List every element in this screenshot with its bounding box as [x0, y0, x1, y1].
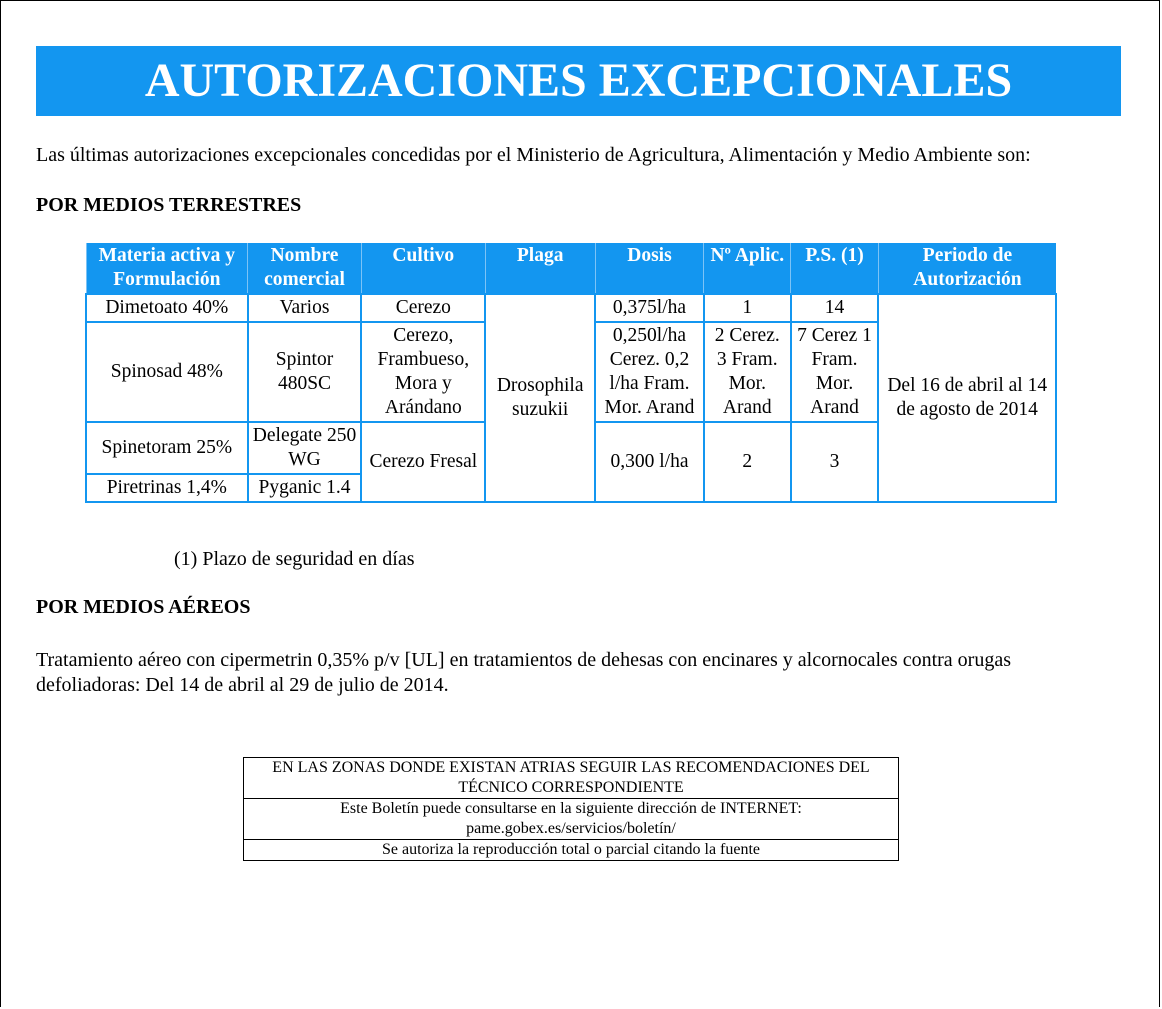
- header-cultivo: Cultivo: [361, 243, 485, 294]
- header-materia: Materia activa y Formulación: [86, 243, 248, 294]
- cell-materia: Piretrinas 1,4%: [86, 474, 248, 502]
- table-row: [86, 294, 1056, 322]
- cell-materia: Dimetoato 40%: [86, 294, 248, 322]
- authorizations-table: [85, 243, 1057, 503]
- header-plaga: Plaga: [485, 243, 595, 294]
- section-terrestrial-heading: POR MEDIOS TERRESTRES: [36, 194, 302, 216]
- cell-aplic: 1: [704, 294, 791, 322]
- cell-materia: Spinetoram 25%: [86, 422, 248, 474]
- cell-materia: Spinosad 48%: [86, 322, 248, 422]
- header-ps: P.S. (1): [791, 243, 879, 294]
- header-dosis: Dosis: [595, 243, 704, 294]
- cell-plaga: Drosophila suzukii: [485, 294, 595, 502]
- header-periodo: Periodo de Autorización: [878, 243, 1056, 294]
- info-line-reproduction: Se autoriza la reproducción total o parcial citando la fuente: [244, 840, 899, 861]
- info-box: [243, 757, 899, 861]
- section-aerial-heading: POR MEDIOS AÉREOS: [36, 596, 251, 618]
- page-title-banner: AUTORIZACIONES EXCEPCIONALES: [36, 46, 1121, 116]
- info-line-internet: Este Boletín puede consultarse en la siguiente dirección de INTERNET: pame.gobex.es/servicios/boletín/: [244, 799, 899, 840]
- cell-cultivo: Cerezo Fresal: [361, 422, 485, 502]
- cell-nombre: Pyganic 1.4: [248, 474, 362, 502]
- cell-cultivo: Cerezo, Frambueso, Mora y Arándano: [361, 322, 485, 422]
- cell-periodo: Del 16 de abril al 14 de agosto de 2014: [878, 294, 1056, 502]
- cell-nombre: Spintor 480SC: [248, 322, 362, 422]
- header-nombre: Nombre comercial: [248, 243, 362, 294]
- cell-dosis: 0,375l/ha: [595, 294, 704, 322]
- cell-dosis: 0,300 l/ha: [595, 422, 704, 502]
- cell-ps: 14: [791, 294, 879, 322]
- table-footnote: (1) Plazo de seguridad en días: [174, 548, 415, 570]
- info-line-recommendations: EN LAS ZONAS DONDE EXISTAN ATRIAS SEGUIR LAS RECOMENDACIONES DEL TÉCNICO CORRESPONDIENTE: [244, 758, 899, 799]
- cell-aplic: 2: [704, 422, 791, 502]
- cell-dosis: 0,250l/ha Cerez. 0,2 l/ha Fram. Mor. Arand: [595, 322, 704, 422]
- header-aplic: Nº Aplic.: [704, 243, 791, 294]
- cell-aplic: 2 Cerez. 3 Fram. Mor. Arand: [704, 322, 791, 422]
- cell-ps: 7 Cerez 1 Fram. Mor. Arand: [791, 322, 879, 422]
- intro-text: Las últimas autorizaciones excepcionales concedidas por el Ministerio de Agricultura, Alimentación y Medio Ambiente son:: [36, 144, 1031, 166]
- cell-nombre: Delegate 250 WG: [248, 422, 362, 474]
- cell-cultivo: Cerezo: [361, 294, 485, 322]
- cell-nombre: Varios: [248, 294, 362, 322]
- cell-ps: 3: [791, 422, 879, 502]
- aerial-treatment-text: Tratamiento aéreo con cipermetrin 0,35% p/v [UL] en tratamientos de dehesas con encinares y alcornocales contra orugas defoliadoras: Del 14 de abril al 29 de julio de 2014.: [36, 649, 1011, 696]
- table-header-row: [86, 243, 1056, 294]
